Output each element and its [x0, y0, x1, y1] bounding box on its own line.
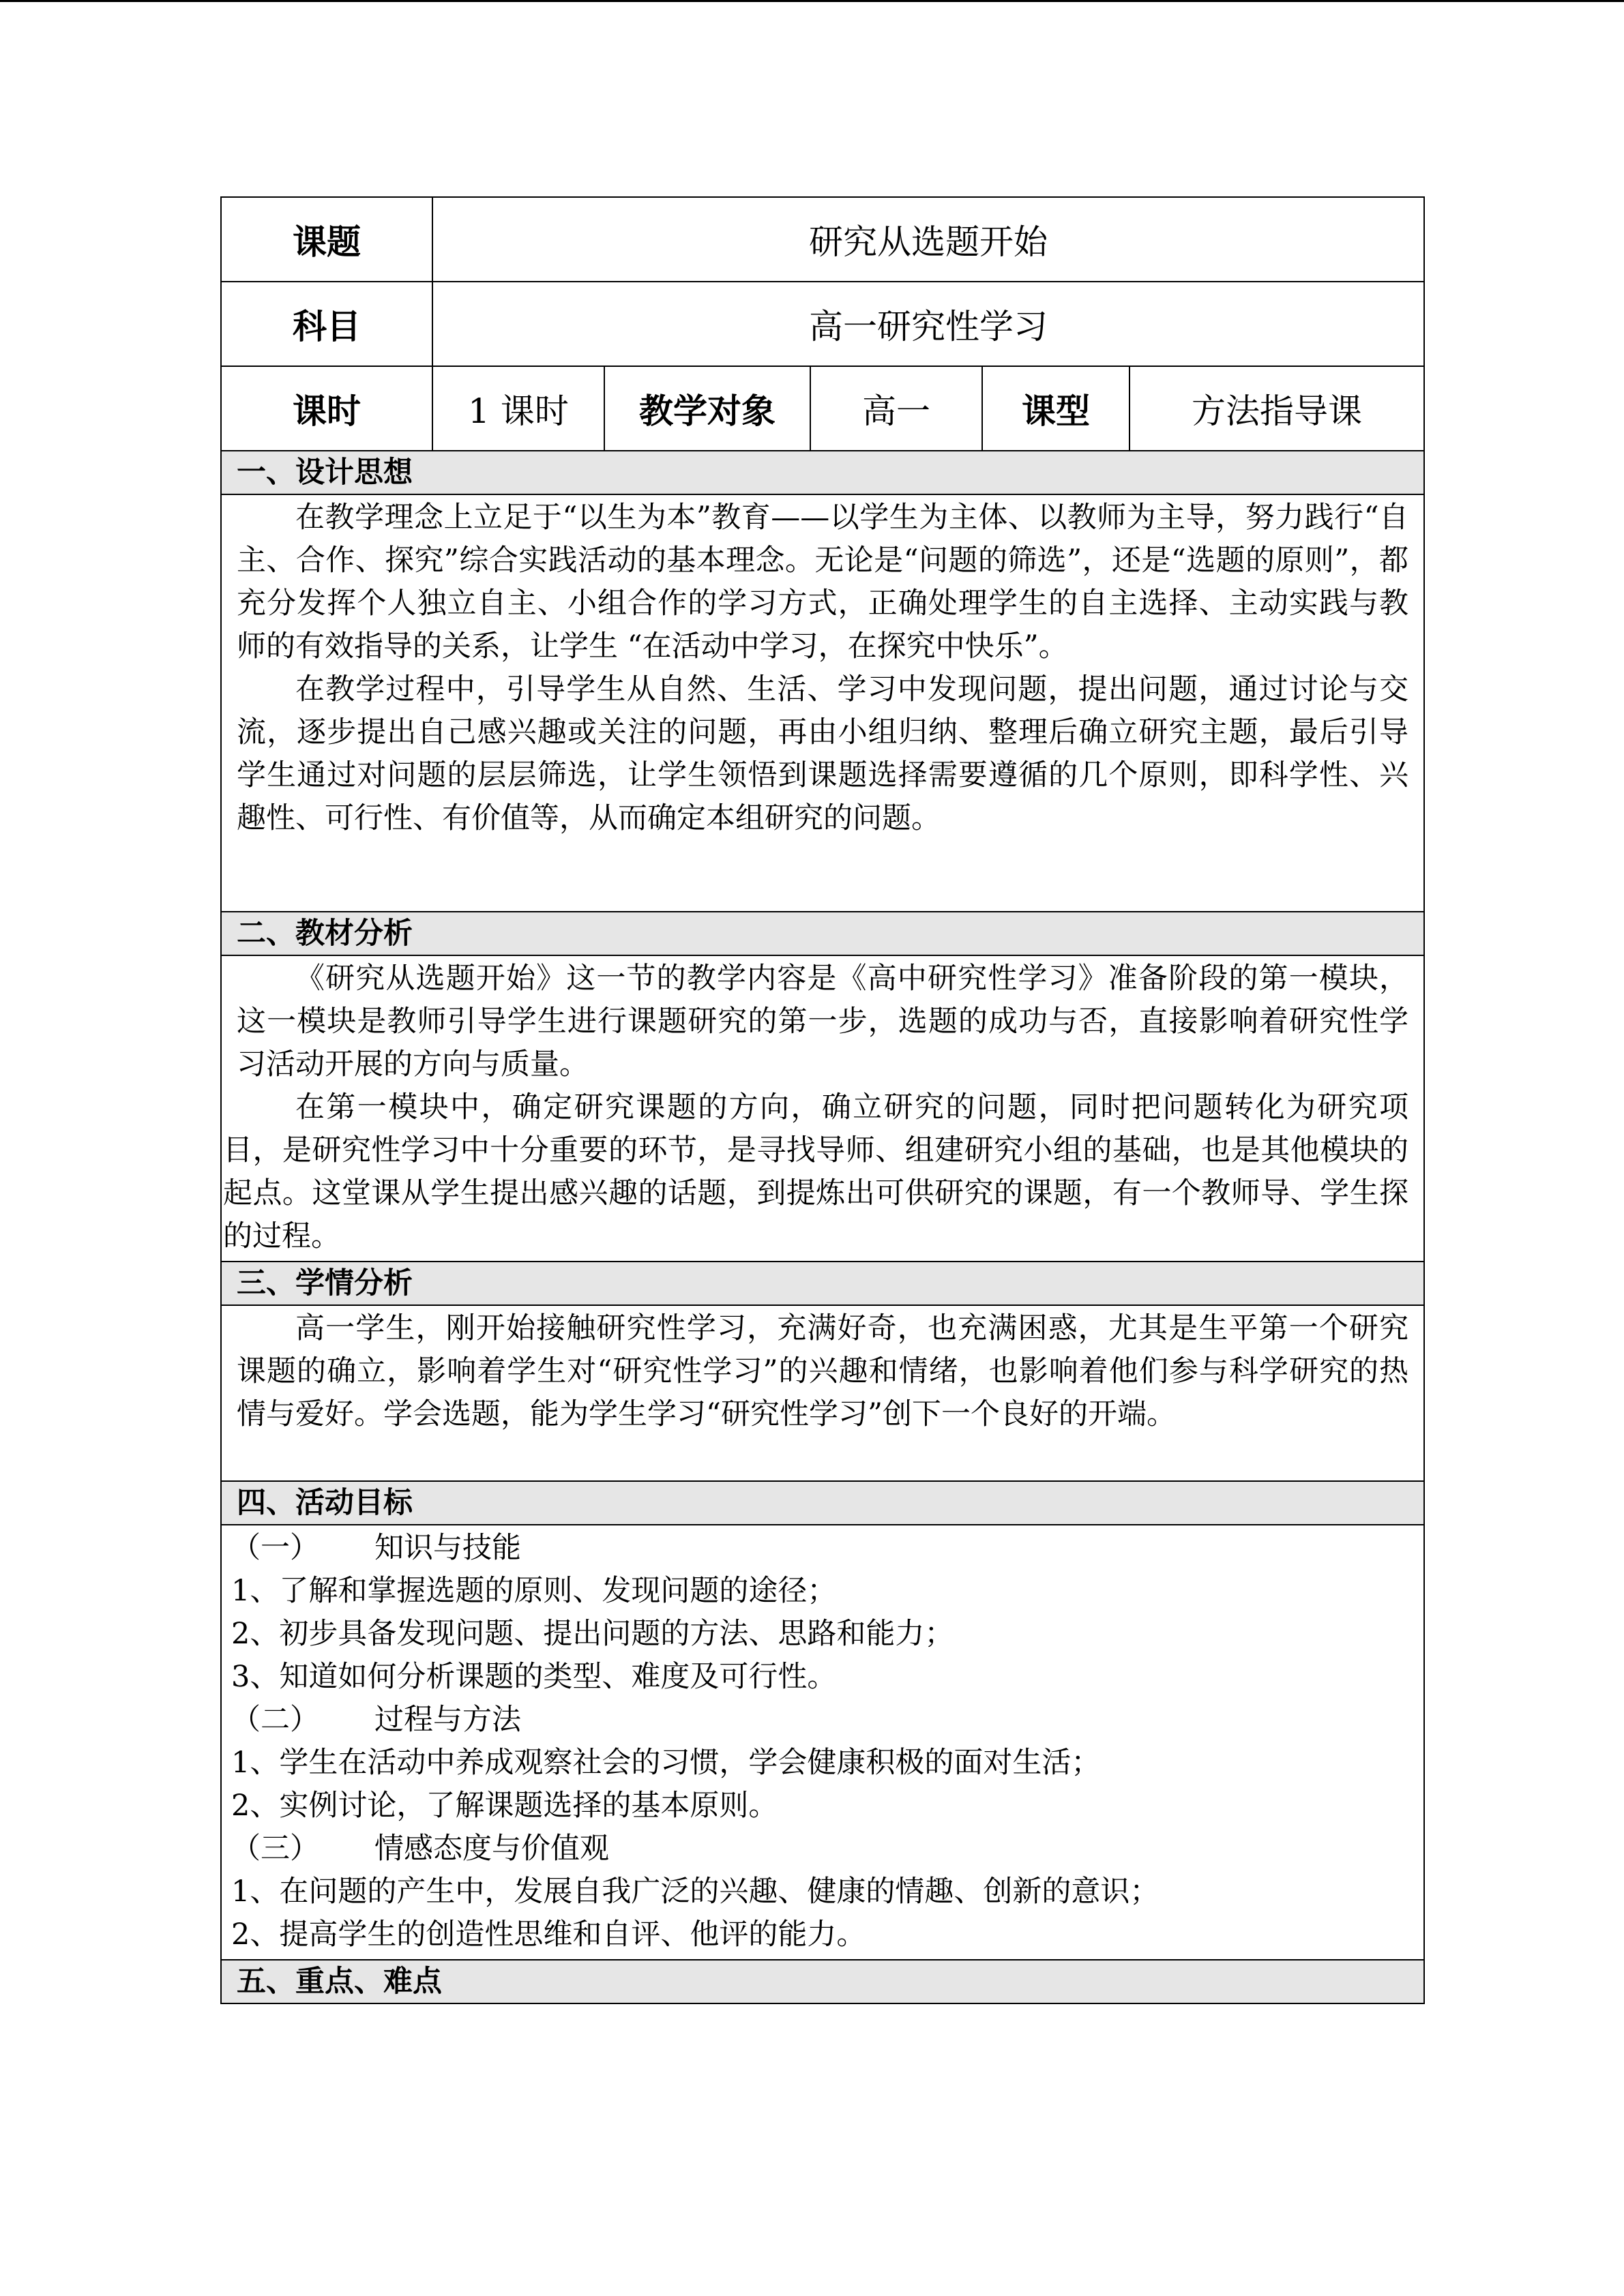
keypoints-heading-row: [221, 1960, 1424, 2003]
students-body-row: [221, 1305, 1424, 1481]
topic-label: 课题: [221, 197, 432, 282]
topic-row: [221, 197, 1424, 282]
goal-group-heading: [231, 1699, 1408, 1742]
material-section-title: 二、教材分析: [221, 912, 1424, 955]
goal-item: 2、实例讨论，了解课题选择的基本原则。: [231, 1789, 778, 1823]
goal-group-number: （二）: [231, 1703, 319, 1737]
material-heading-row: [221, 912, 1424, 955]
goal-item: 1、学生在活动中养成观察社会的习惯，学会健康积极的面对生活；: [231, 1746, 1101, 1780]
design-heading-row: [221, 451, 1424, 494]
design-section-body: [221, 494, 1424, 912]
goal-group-heading: [231, 1527, 1408, 1570]
goals-section-body: [221, 1525, 1424, 1960]
design-section-title: 一、设计思想: [221, 451, 1424, 494]
goal-item: 2、提高学生的创造性思维和自评、他评的能力。: [231, 1918, 866, 1952]
goal-group-number: （三）: [231, 1832, 319, 1866]
material-paragraph: 《研究从选题开始》这一节的教学内容是《高中研究性学习》准备阶段的第一模块，这一模块是教师引导学生进行课题研究的第一步，选题的成功与否，直接影响着研究性学习活动开展的方向与质量。: [237, 961, 1409, 1082]
goal-item: 1、了解和掌握选题的原则、发现问题的途径；: [231, 1574, 837, 1608]
hours-label: 课时: [221, 366, 432, 451]
material-paragraph: 在第一模块中，确定研究课题的方向，确立研究的问题，同时把问题转化为研究项目，是研究性学习中十分重要的环节，是寻找导师、组建研究小组的基础，也是其他模块的起点。这堂课从学生提出感兴趣的话题，到提炼出可供研究的课题，有一个教师导、学生探的过程。: [223, 1090, 1409, 1253]
design-paragraph: 在教学理念上立足于“以生为本”教育——以学生为主体、以教师为主导，努力践行“自主、合作、探究”综合实践活动的基本理念。无论是“问题的筛选”，还是“选题的原则”，都充分发挥个人独立自主、小组合作的学习方式，正确处理学生的自主选择、主动实践与教师的有效指导的关系，让学生 “在活动中学习，在探究中快乐”。: [237, 501, 1409, 664]
goal-item: 3、知道如何分析课题的类型、难度及可行性。: [231, 1660, 837, 1694]
goal-group-heading: [231, 1828, 1408, 1870]
goals-heading-row: [221, 1481, 1424, 1525]
material-body-row: [221, 955, 1424, 1262]
goal-item: 2、初步具备发现问题、提出问题的方法、思路和能力；: [231, 1617, 954, 1651]
type-label: 课型: [982, 366, 1130, 451]
audience-value: 高一: [810, 366, 982, 451]
goal-item: 1、在问题的产生中，发展自我广泛的兴趣、健康的情趣、创新的意识；: [231, 1875, 1160, 1909]
goal-group-number: （一）: [231, 1531, 319, 1565]
page-top-rule: [0, 0, 1624, 2]
students-section-body: [221, 1305, 1424, 1481]
design-paragraph: 在教学过程中，引导学生从自然、生活、学习中发现问题，提出问题，通过讨论与交流，逐步提出自己感兴趣或关注的问题，再由小组归纳、整理后确立研究主题，最后引导学生通过对问题的层层筛选，让学生领悟到课题选择需要遵循的几个原则，即科学性、兴趣性、可行性、有价值等，从而确定本组研究的问题。: [237, 672, 1409, 835]
keypoints-section-title: 五、重点、难点: [221, 1960, 1424, 2003]
subject-row: [221, 282, 1424, 366]
material-section-body: [221, 955, 1424, 1262]
meta-row: [221, 366, 1424, 451]
goal-group-name: 情感态度与价值观: [374, 1832, 609, 1866]
goals-section-title: 四、活动目标: [221, 1481, 1424, 1525]
type-value: 方法指导课: [1130, 366, 1424, 451]
subject-label: 科目: [221, 282, 432, 366]
hours-value: 1 课时: [432, 366, 604, 451]
goal-group-name: 知识与技能: [374, 1531, 521, 1565]
students-paragraph: 高一学生，刚开始接触研究性学习，充满好奇，也充满困惑，尤其是生平第一个研究课题的确立，影响着学生对“研究性学习”的兴趣和情绪，也影响着他们参与科学研究的热情与爱好。学会选题，能为学生学习“研究性学习”创下一个良好的开端。: [237, 1311, 1409, 1431]
audience-label: 教学对象: [604, 366, 810, 451]
students-section-title: 三、学情分析: [221, 1262, 1424, 1305]
goals-body-row: [221, 1525, 1424, 1960]
design-body-row: [221, 494, 1424, 912]
students-heading-row: [221, 1262, 1424, 1305]
goal-group-name: 过程与方法: [374, 1703, 521, 1737]
lesson-plan-table: [220, 196, 1425, 2004]
subject-value: 高一研究性学习: [432, 282, 1424, 366]
topic-value: 研究从选题开始: [432, 197, 1424, 282]
